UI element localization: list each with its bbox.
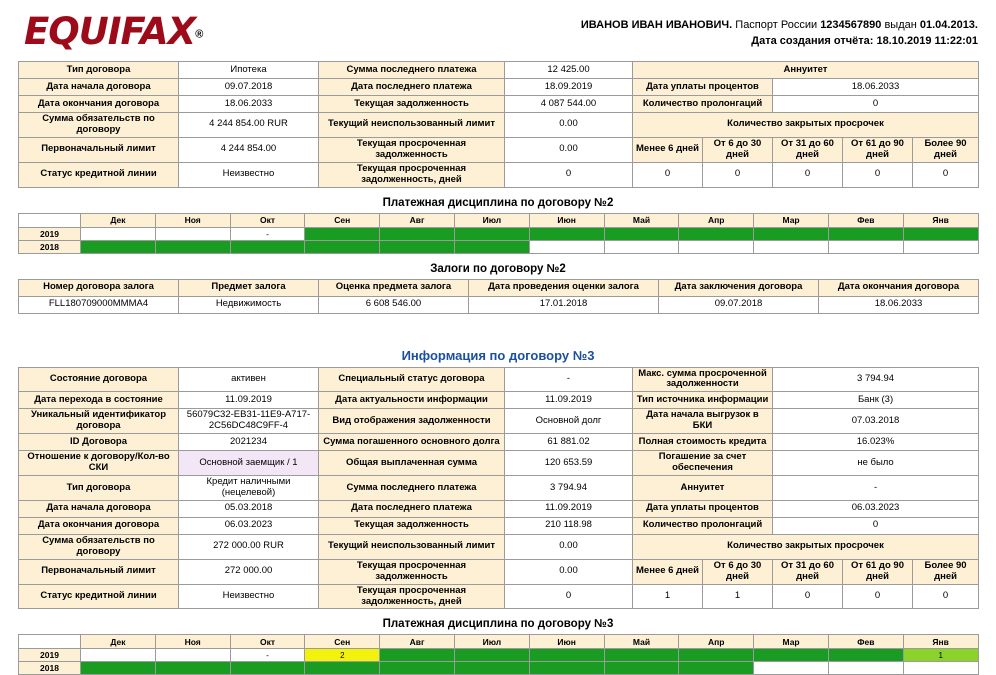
field-value: 11.09.2019 bbox=[505, 392, 633, 409]
discipline-cell: 0 bbox=[81, 240, 156, 253]
field-value: 56079C32-EB31-11E9-A717-2C56DC48C9FF-4 bbox=[179, 409, 319, 434]
passport-number: 1234567890 bbox=[820, 19, 882, 31]
year-label: 2018 bbox=[19, 240, 81, 253]
field-label: Отношение к договору/Кол-во СКИ bbox=[19, 451, 179, 476]
field-value: 12 425.00 bbox=[505, 62, 633, 79]
discipline-cell: 0 bbox=[454, 240, 529, 253]
overdue-bucket-value: 0 bbox=[773, 162, 843, 187]
field-label: Текущая просроченная задолженность, дней bbox=[319, 162, 505, 187]
month-header: Июн bbox=[529, 213, 604, 227]
table-row bbox=[19, 137, 979, 162]
month-header: Мар bbox=[754, 635, 829, 649]
field-value: 06.03.2023 bbox=[179, 517, 319, 534]
closed-overdue-label: Количество закрытых просрочек bbox=[633, 113, 979, 138]
field-label: Количество пролонгаций bbox=[633, 517, 773, 534]
discipline-row bbox=[19, 227, 979, 240]
field-value: 11.09.2019 bbox=[179, 392, 319, 409]
overdue-bucket-label: Более 90 дней bbox=[913, 559, 979, 584]
column-header: Предмет залога bbox=[179, 279, 319, 296]
field-value: 0 bbox=[773, 96, 979, 113]
column-header: Оценка предмета залога bbox=[319, 279, 469, 296]
overdue-bucket-value: 0 bbox=[773, 584, 843, 609]
overdue-bucket-label: От 31 до 60 дней bbox=[773, 137, 843, 162]
field-label: Специальный статус договора bbox=[319, 367, 505, 392]
discipline-cell bbox=[754, 662, 829, 675]
overdue-bucket-label: От 6 до 30 дней bbox=[703, 137, 773, 162]
discipline-cell: 0 bbox=[604, 662, 679, 675]
discipline-cell bbox=[679, 240, 754, 253]
field-label: Текущая задолженность bbox=[319, 96, 505, 113]
month-header: Ноя bbox=[155, 213, 230, 227]
field-value: 11.09.2019 bbox=[505, 500, 633, 517]
subject-name: ИВАНОВ ИВАН ИВАНОВИЧ. bbox=[580, 19, 733, 31]
field-label: Дата актуальности информации bbox=[319, 392, 505, 409]
discipline-cell: 0 bbox=[230, 240, 305, 253]
field-label: Сумма обязательств по договору bbox=[19, 534, 179, 559]
field-label: Погашение за счет обеспечения bbox=[633, 451, 773, 476]
table-row bbox=[19, 500, 979, 517]
field-value: 0.00 bbox=[505, 137, 633, 162]
cell-value: 6 608 546.00 bbox=[319, 296, 469, 313]
discipline-cell bbox=[529, 240, 604, 253]
year-label: 2018 bbox=[19, 662, 81, 675]
discipline-cell: 0 bbox=[604, 227, 679, 240]
closed-overdue-label: Количество закрытых просрочек bbox=[633, 534, 979, 559]
field-value: 272 000.00 bbox=[179, 559, 319, 584]
field-label: Дата последнего платежа bbox=[319, 500, 505, 517]
month-header: Янв bbox=[903, 635, 978, 649]
field-label: Макс. сумма просроченной задолженности bbox=[633, 367, 773, 392]
table-row bbox=[19, 96, 979, 113]
table-row bbox=[19, 584, 979, 609]
field-label: Дата уплаты процентов bbox=[633, 500, 773, 517]
field-value: активен bbox=[179, 367, 319, 392]
field-label: Текущая задолженность bbox=[319, 517, 505, 534]
month-header: Окт bbox=[230, 213, 305, 227]
overdue-bucket-label: Более 90 дней bbox=[913, 137, 979, 162]
field-label: Общая выплаченная сумма bbox=[319, 451, 505, 476]
discipline-cell: 0 bbox=[529, 227, 604, 240]
report-created: Дата создания отчёта: 18.10.2019 11:22:01 bbox=[751, 34, 978, 47]
month-header: Авг bbox=[380, 213, 455, 227]
cell-value: FLL180709000MMMA4 bbox=[19, 296, 179, 313]
discipline-cell: 0 bbox=[679, 662, 754, 675]
discipline-cell: 0 bbox=[380, 227, 455, 240]
field-value: 18.06.2033 bbox=[179, 96, 319, 113]
month-header: Апр bbox=[679, 213, 754, 227]
field-label: Состояние договора bbox=[19, 367, 179, 392]
subject-line bbox=[581, 18, 978, 34]
logo-text: EQUIFAX bbox=[24, 10, 196, 53]
column-header: Номер договора залога bbox=[19, 279, 179, 296]
field-value: - bbox=[505, 367, 633, 392]
contract3-title: Информация по договору №3 bbox=[401, 347, 595, 363]
table-header-row bbox=[19, 279, 979, 296]
field-label: Уникальный идентификатор договора bbox=[19, 409, 179, 434]
field-label: Текущий неиспользованный лимит bbox=[319, 113, 505, 138]
overdue-bucket-value: 0 bbox=[843, 584, 913, 609]
field-value: 120 653.59 bbox=[505, 451, 633, 476]
field-label: Дата начала выгрузок в БКИ bbox=[633, 409, 773, 434]
column-header: Дата окончания договора bbox=[819, 279, 979, 296]
overdue-bucket-value: 1 bbox=[633, 584, 703, 609]
field-label: Первоначальный лимит bbox=[19, 137, 179, 162]
field-value: 3 794.94 bbox=[505, 476, 633, 501]
field-value: Основной долг bbox=[505, 409, 633, 434]
field-label: Сумма обязательств по договору bbox=[19, 113, 179, 138]
field-label: Сумма последнего платежа bbox=[319, 62, 505, 79]
field-label: Тип источника информации bbox=[633, 392, 773, 409]
table-row bbox=[19, 409, 979, 434]
discipline-cell: 0 bbox=[454, 227, 529, 240]
table-row bbox=[19, 392, 979, 409]
field-value: 4 244 854.00 bbox=[179, 137, 319, 162]
table-row bbox=[19, 476, 979, 501]
corner-cell bbox=[19, 635, 81, 649]
discipline-cell: 0 bbox=[828, 227, 903, 240]
field-label: Вид отображения задолженности bbox=[319, 409, 505, 434]
month-header: Май bbox=[604, 213, 679, 227]
discipline-cell: 0 bbox=[305, 662, 380, 675]
field-label: Статус кредитной линии bbox=[19, 584, 179, 609]
overdue-bucket-value: 0 bbox=[843, 162, 913, 187]
field-label: Дата последнего платежа bbox=[319, 79, 505, 96]
field-value: 0 bbox=[505, 584, 633, 609]
discipline-cell: 0 bbox=[679, 649, 754, 662]
discipline-cell: 0 bbox=[305, 240, 380, 253]
discipline-cell: 0 bbox=[155, 240, 230, 253]
registered-mark-icon: ® bbox=[195, 28, 204, 41]
issued-date: 01.04.2013. bbox=[919, 19, 978, 31]
discipline-cell: 0 bbox=[81, 662, 156, 675]
discipline-cell bbox=[81, 227, 156, 240]
discipline-cell: 2 bbox=[305, 649, 380, 662]
table-row bbox=[19, 62, 979, 79]
field-label: Текущая просроченная задолженность, дней bbox=[319, 584, 505, 609]
overdue-bucket-value: 0 bbox=[913, 162, 979, 187]
table-row bbox=[19, 534, 979, 559]
field-value: не было bbox=[773, 451, 979, 476]
field-label: Аннуитет bbox=[633, 476, 773, 501]
column-header: Дата проведения оценки залога bbox=[469, 279, 659, 296]
field-label: Аннуитет bbox=[633, 62, 979, 79]
field-value: 61 881.02 bbox=[505, 434, 633, 451]
discipline-cell: 0 bbox=[305, 227, 380, 240]
field-value: 18.09.2019 bbox=[505, 79, 633, 96]
month-header: Янв bbox=[903, 213, 978, 227]
field-value-highlighted: Основной заемщик / 1 bbox=[179, 451, 319, 476]
report-header bbox=[18, 0, 978, 53]
table-row bbox=[19, 162, 979, 187]
cell-value: Недвижимость bbox=[179, 296, 319, 313]
cell-value: 09.07.2018 bbox=[659, 296, 819, 313]
table-row bbox=[19, 559, 979, 584]
month-header: Май bbox=[604, 635, 679, 649]
discipline-cell: 0 bbox=[754, 649, 829, 662]
field-label: Дата перехода в состояние bbox=[19, 392, 179, 409]
field-value: 272 000.00 RUR bbox=[179, 534, 319, 559]
discipline-cell bbox=[81, 649, 156, 662]
field-value: 16.023% bbox=[773, 434, 979, 451]
field-label: Дата уплаты процентов bbox=[633, 79, 773, 96]
field-value: 0 bbox=[505, 162, 633, 187]
month-header: Ноя bbox=[155, 635, 230, 649]
passport-label: Паспорт России bbox=[735, 19, 818, 31]
field-label: Первоначальный лимит bbox=[19, 559, 179, 584]
discipline3-table bbox=[18, 634, 979, 675]
discipline-cell: - bbox=[230, 227, 305, 240]
discipline-cell bbox=[155, 227, 230, 240]
pledge2-table bbox=[18, 279, 979, 314]
header-subject-info bbox=[581, 10, 978, 50]
field-value: Неизвестно bbox=[179, 162, 319, 187]
field-label: Дата окончания договора bbox=[19, 517, 179, 534]
month-header: Авг bbox=[380, 635, 455, 649]
field-label: Сумма последнего платежа bbox=[319, 476, 505, 501]
month-header: Июн bbox=[529, 635, 604, 649]
field-value: Неизвестно bbox=[179, 584, 319, 609]
year-label: 2019 bbox=[19, 227, 81, 240]
field-label: Текущая просроченная задолженность bbox=[319, 559, 505, 584]
discipline-cell: 0 bbox=[754, 227, 829, 240]
field-label: Тип договора bbox=[19, 62, 179, 79]
overdue-bucket-value: 0 bbox=[703, 162, 773, 187]
discipline-cell: 0 bbox=[679, 227, 754, 240]
issued-label: выдан bbox=[884, 19, 917, 31]
discipline-cell: 0 bbox=[529, 662, 604, 675]
discipline-cell bbox=[828, 662, 903, 675]
field-value: 06.03.2023 bbox=[773, 500, 979, 517]
discipline-cell bbox=[754, 240, 829, 253]
field-label: Дата начала договора bbox=[19, 79, 179, 96]
discipline-cell: 1 bbox=[903, 649, 978, 662]
field-label: Статус кредитной линии bbox=[19, 162, 179, 187]
field-label: Дата окончания договора bbox=[19, 96, 179, 113]
field-value: 4 087 544.00 bbox=[505, 96, 633, 113]
discipline-cell: 0 bbox=[155, 662, 230, 675]
overdue-bucket-label: Менее 6 дней bbox=[633, 559, 703, 584]
field-label: Текущая просроченная задолженность bbox=[319, 137, 505, 162]
field-label: Количество пролонгаций bbox=[633, 96, 773, 113]
overdue-bucket-label: От 61 до 90 дней bbox=[843, 559, 913, 584]
month-header: Дек bbox=[81, 635, 156, 649]
field-value: 0.00 bbox=[505, 534, 633, 559]
corner-cell bbox=[19, 213, 81, 227]
month-header: Фев bbox=[828, 635, 903, 649]
field-value: - bbox=[773, 476, 979, 501]
table-row bbox=[19, 517, 979, 534]
table-row bbox=[19, 451, 979, 476]
field-value: 0.00 bbox=[505, 113, 633, 138]
field-value: 18.06.2033 bbox=[773, 79, 979, 96]
month-header: Июл bbox=[454, 213, 529, 227]
equifax-logo bbox=[18, 10, 203, 53]
field-label: Тип договора bbox=[19, 476, 179, 501]
discipline-row bbox=[19, 240, 979, 253]
field-value: 09.07.2018 bbox=[179, 79, 319, 96]
field-label: ID Договора bbox=[19, 434, 179, 451]
table-row bbox=[19, 296, 979, 313]
discipline-cell bbox=[903, 240, 978, 253]
field-label: Сумма погашенного основного долга bbox=[319, 434, 505, 451]
discipline2-table bbox=[18, 213, 979, 254]
field-value: 3 794.94 bbox=[773, 367, 979, 392]
overdue-bucket-value: 1 bbox=[703, 584, 773, 609]
discipline-cell: - bbox=[230, 649, 305, 662]
pledge2-title: Залоги по договору №2 bbox=[430, 262, 566, 275]
cell-value: 18.06.2033 bbox=[819, 296, 979, 313]
overdue-bucket-value: 0 bbox=[633, 162, 703, 187]
table-row bbox=[19, 113, 979, 138]
discipline-cell bbox=[155, 649, 230, 662]
overdue-bucket-label: От 31 до 60 дней bbox=[773, 559, 843, 584]
discipline-cell: 0 bbox=[230, 662, 305, 675]
column-header: Дата заключения договора bbox=[659, 279, 819, 296]
month-header: Мар bbox=[754, 213, 829, 227]
field-value: Ипотека bbox=[179, 62, 319, 79]
month-header: Сен bbox=[305, 213, 380, 227]
discipline-row bbox=[19, 662, 979, 675]
field-value: 2021234 bbox=[179, 434, 319, 451]
discipline-cell: 0 bbox=[903, 227, 978, 240]
discipline-cell: 0 bbox=[454, 662, 529, 675]
field-value: Кредит наличными (нецелевой) bbox=[179, 476, 319, 501]
field-value: 4 244 854.00 RUR bbox=[179, 113, 319, 138]
cell-value: 17.01.2018 bbox=[469, 296, 659, 313]
discipline-header-row bbox=[19, 213, 979, 227]
discipline-cell: 0 bbox=[380, 662, 455, 675]
discipline-cell bbox=[828, 240, 903, 253]
month-header: Сен bbox=[305, 635, 380, 649]
field-value: 210 118.98 bbox=[505, 517, 633, 534]
field-label: Дата начала договора bbox=[19, 500, 179, 517]
month-header: Апр bbox=[679, 635, 754, 649]
month-header: Дек bbox=[81, 213, 156, 227]
field-value: 0 bbox=[773, 517, 979, 534]
discipline-cell bbox=[903, 662, 978, 675]
discipline-cell: 0 bbox=[828, 649, 903, 662]
discipline3-title: Платежная дисциплина по договору №3 bbox=[382, 618, 614, 631]
discipline2-title: Платежная дисциплина по договору №2 bbox=[382, 196, 614, 209]
month-header: Окт bbox=[230, 635, 305, 649]
discipline-header-row bbox=[19, 635, 979, 649]
field-value: 0.00 bbox=[505, 559, 633, 584]
discipline-cell: 0 bbox=[529, 649, 604, 662]
contract3-details-table bbox=[18, 367, 979, 610]
discipline-cell: 0 bbox=[454, 649, 529, 662]
overdue-bucket-label: От 6 до 30 дней bbox=[703, 559, 773, 584]
table-row bbox=[19, 79, 979, 96]
table-row bbox=[19, 367, 979, 392]
discipline-cell bbox=[604, 240, 679, 253]
discipline-cell: 0 bbox=[380, 649, 455, 662]
discipline-row bbox=[19, 649, 979, 662]
field-label: Текущий неиспользованный лимит bbox=[319, 534, 505, 559]
month-header: Июл bbox=[454, 635, 529, 649]
field-label: Полная стоимость кредита bbox=[633, 434, 773, 451]
field-value: Банк (3) bbox=[773, 392, 979, 409]
overdue-bucket-value: 0 bbox=[913, 584, 979, 609]
year-label: 2019 bbox=[19, 649, 81, 662]
contract2-details-table bbox=[18, 61, 979, 188]
overdue-bucket-label: Менее 6 дней bbox=[633, 137, 703, 162]
table-row bbox=[19, 434, 979, 451]
field-value: 07.03.2018 bbox=[773, 409, 979, 434]
overdue-bucket-label: От 61 до 90 дней bbox=[843, 137, 913, 162]
discipline-cell: 0 bbox=[604, 649, 679, 662]
discipline-cell: 0 bbox=[380, 240, 455, 253]
field-value: 05.03.2018 bbox=[179, 500, 319, 517]
month-header: Фев bbox=[828, 213, 903, 227]
